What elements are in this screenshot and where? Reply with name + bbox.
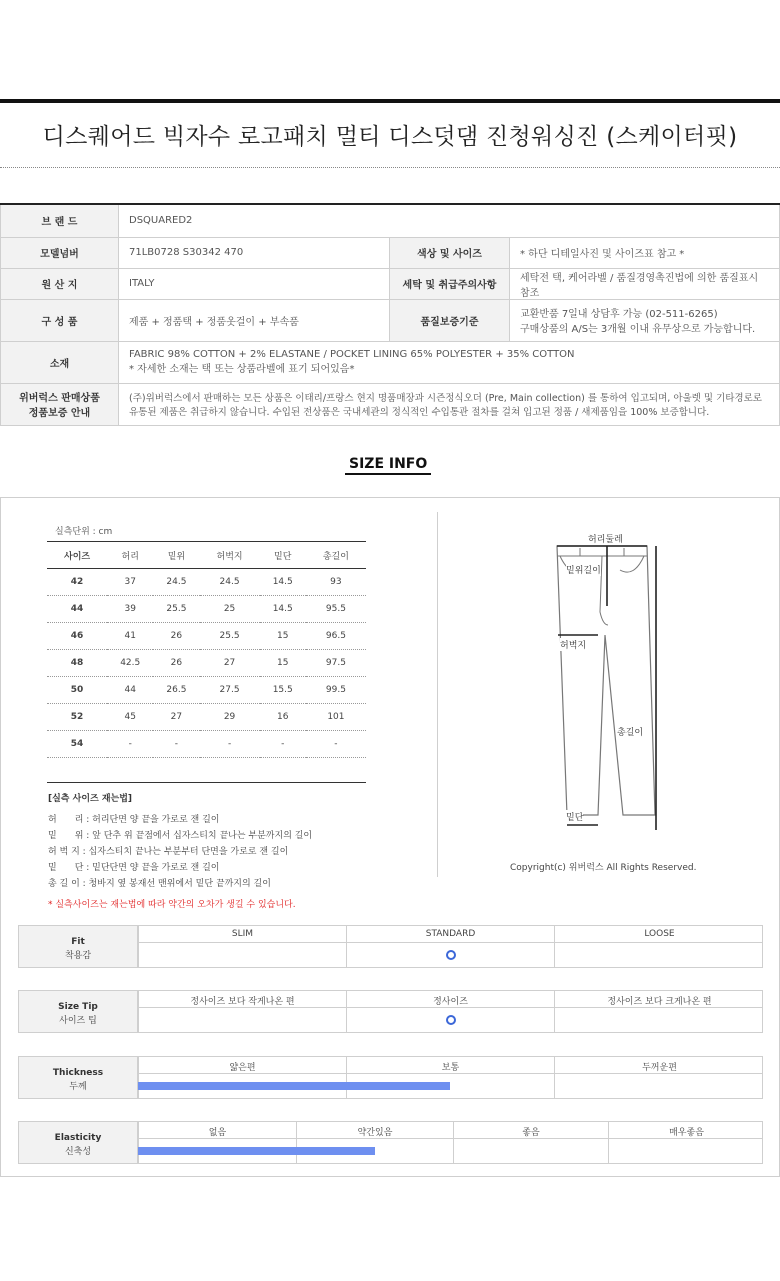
warranty-line-1: 교환반품 7일내 상담후 가능 (02-511-6265) — [520, 309, 718, 320]
warranty-line-2: 구매상품의 A/S는 3개월 이내 유무상으로 가능합니다. — [520, 324, 756, 335]
components-label: 구 성 품 — [1, 299, 119, 341]
rise-cell: 26.5 — [153, 677, 199, 704]
size-tip-option — [346, 991, 554, 1032]
waist-cell: 37 — [107, 569, 153, 596]
size-tip-option-label: 정사이즈 보다 작게나온 편 — [190, 997, 295, 1007]
fit-option-label: STANDARD — [425, 929, 476, 939]
material-label: 소재 — [1, 341, 119, 383]
thickness-label-en: Thickness — [52, 1068, 104, 1078]
care-value: 세탁전 택, 케어라벨 / 품질경영촉진법에 의한 품질표시 참조 — [510, 268, 780, 299]
length-cell: 95.5 — [306, 596, 366, 623]
size-tip-options — [138, 991, 762, 1032]
waist-cell: 39 — [107, 596, 153, 623]
table-row — [47, 677, 366, 704]
thigh-cell: 27 — [200, 650, 260, 677]
col-header: 사이즈 — [47, 542, 107, 569]
diagram-rise-label: 밑위길이 — [566, 563, 601, 576]
thickness-option-label: 두꺼운편 — [642, 1063, 677, 1073]
hem-cell: 15 — [260, 623, 306, 650]
guarantee-label — [1, 383, 119, 425]
fit-option — [138, 926, 346, 967]
howto-title: [실측 사이즈 재는법] — [48, 794, 133, 804]
thigh-cell: 25.5 — [200, 623, 260, 650]
thickness-option — [554, 1057, 764, 1098]
waist-cell: 42.5 — [107, 650, 153, 677]
guarantee-line-1: (주)위버럭스에서 판매하는 모든 상품은 이태리/프랑스 현지 명품매장과 시즌정식오더 (Pre, Main collection) 를 통하여 입고되며, 아울렛 및 기타경로로 — [129, 393, 762, 404]
size-tip-rating — [18, 990, 763, 1033]
table-row — [47, 731, 366, 758]
product-title: 디스퀘어드 빅자수 로고패치 멀티 디스덧댐 진청워싱진 (스케이터핏) — [42, 124, 738, 150]
size-tip-option — [138, 991, 346, 1032]
elasticity-option — [453, 1122, 608, 1163]
length-cell: 97.5 — [306, 650, 366, 677]
title-divider — [0, 167, 780, 168]
selected-marker-icon — [446, 1015, 456, 1025]
model-value: 71LB0728 S30342 470 — [119, 237, 390, 268]
guarantee-label-line-2: 정품보증 안내 — [28, 408, 91, 419]
howto-rise: 밑 위 : 앞 단추 위 끝점에서 십자스티치 끝나는 부분까지의 길이 — [48, 831, 313, 841]
elasticity-options — [138, 1122, 762, 1163]
size-tip-option — [554, 991, 764, 1032]
components-value: 제품 + 정품택 + 정품옷걸이 + 부속품 — [119, 299, 390, 341]
elasticity-label-en: Elasticity — [54, 1133, 102, 1143]
selected-marker-icon — [446, 950, 456, 960]
thickness-header — [19, 1057, 138, 1098]
elasticity-option-label: 좋음 — [522, 1128, 540, 1138]
model-label: 모델넘버 — [1, 237, 119, 268]
fit-option-label: LOOSE — [644, 929, 675, 939]
size-cell: 54 — [47, 731, 107, 758]
col-header: 밑위 — [153, 542, 199, 569]
length-cell: 101 — [306, 704, 366, 731]
thigh-cell: 25 — [200, 596, 260, 623]
fit-rating — [18, 925, 763, 968]
length-cell: 99.5 — [306, 677, 366, 704]
rise-cell: 26 — [153, 623, 199, 650]
table-row — [47, 596, 366, 623]
care-label: 세탁 및 취급주의사항 — [390, 268, 510, 299]
col-header: 밑단 — [260, 542, 306, 569]
rise-cell: - — [153, 731, 199, 758]
table-row — [47, 569, 366, 596]
howto-hem: 밑 단 : 밑단단면 양 끝을 가로로 잰 길이 — [48, 863, 220, 873]
top-divider — [0, 99, 780, 103]
col-header: 총길이 — [306, 542, 366, 569]
hem-cell: - — [260, 731, 306, 758]
waist-cell: 44 — [107, 677, 153, 704]
elasticity-rating — [18, 1121, 763, 1164]
thigh-cell: 27.5 — [200, 677, 260, 704]
brand-value: DSQUARED2 — [119, 204, 780, 237]
size-table-header — [47, 542, 366, 569]
measure-unit: 실측단위 : cm — [55, 527, 113, 537]
size-box-divider — [437, 512, 438, 877]
size-tip-label-ko: 사이즈 팁 — [59, 1016, 97, 1026]
guarantee-line-2: 유통된 제품은 취급하지 않습니다. 수입된 전상품은 국내세관의 정식적인 수입통관 절차를 걸쳐 입고된 정품 / 새제품임을 100% 보증합니다. — [129, 407, 710, 418]
origin-label: 원 산 지 — [1, 268, 119, 299]
length-cell: 93 — [306, 569, 366, 596]
guarantee-label-line-1: 위버럭스 판매상품 — [19, 393, 100, 404]
thickness-options — [138, 1057, 762, 1098]
hem-cell: 15.5 — [260, 677, 306, 704]
howto-length: 총 길 이 : 청바지 옆 봉재선 맨위에서 밑단 끝까지의 길이 — [48, 879, 271, 889]
fit-header — [19, 926, 138, 967]
waist-cell: 41 — [107, 623, 153, 650]
diagram-hem-label: 밑단 — [566, 810, 583, 823]
thickness-label-ko: 두께 — [69, 1082, 87, 1092]
origin-value: ITALY — [119, 268, 390, 299]
table-row — [47, 704, 366, 731]
fit-options — [138, 926, 762, 967]
fit-option — [554, 926, 764, 967]
size-info-heading: SIZE INFO — [345, 456, 431, 475]
elasticity-header — [19, 1122, 138, 1163]
fit-option — [346, 926, 554, 967]
jeans-diagram — [540, 530, 680, 840]
diagram-length-label: 총길이 — [617, 725, 643, 738]
rise-cell: 24.5 — [153, 569, 199, 596]
thickness-option — [346, 1057, 554, 1098]
fit-option-label: SLIM — [231, 929, 254, 939]
rise-cell: 27 — [153, 704, 199, 731]
color-size-label: 색상 및 사이즈 — [390, 237, 510, 268]
product-info-table — [0, 203, 780, 426]
size-cell: 44 — [47, 596, 107, 623]
size-tip-header — [19, 991, 138, 1032]
size-cell: 42 — [47, 569, 107, 596]
thickness-option-label: 보통 — [441, 1063, 460, 1073]
hem-cell: 14.5 — [260, 569, 306, 596]
elasticity-label-ko: 신축성 — [64, 1147, 92, 1157]
howto-thigh: 허 벅 지 : 십자스티치 끝나는 부분부터 단면을 가로로 잰 길이 — [48, 847, 289, 857]
color-size-value: * 하단 디테일사진 및 사이즈표 참고 * — [510, 237, 780, 268]
thigh-cell: 29 — [200, 704, 260, 731]
hem-cell: 16 — [260, 704, 306, 731]
elasticity-option — [296, 1122, 453, 1163]
hem-cell: 15 — [260, 650, 306, 677]
size-table — [47, 541, 366, 758]
rise-cell: 25.5 — [153, 596, 199, 623]
thickness-option-label: 얇은편 — [229, 1063, 256, 1073]
col-header: 허벅지 — [200, 542, 260, 569]
size-tip-label-en: Size Tip — [58, 1002, 98, 1012]
thickness-rating — [18, 1056, 763, 1099]
col-header: 허리 — [107, 542, 153, 569]
rise-cell: 26 — [153, 650, 199, 677]
length-cell: - — [306, 731, 366, 758]
table-row — [47, 623, 366, 650]
measurement-warning: * 실측사이즈는 재는법에 따라 약간의 오차가 생길 수 있습니다. — [48, 900, 296, 910]
size-cell: 48 — [47, 650, 107, 677]
hem-cell: 14.5 — [260, 596, 306, 623]
diagram-thigh-label: 허벅지 — [560, 638, 586, 651]
elasticity-option-label: 없음 — [208, 1128, 227, 1138]
thickness-option — [138, 1057, 346, 1098]
size-table-bottom-rule — [47, 782, 366, 783]
thickness-level-bar — [138, 1082, 450, 1090]
diagram-waist-label: 허리둘레 — [588, 532, 623, 545]
howto-waist: 허 리 : 허리단면 양 끝을 가로로 잰 길이 — [48, 815, 220, 825]
thigh-cell: - — [200, 731, 260, 758]
size-tip-option-label: 정사이즈 보다 크게나온 편 — [607, 997, 712, 1007]
elasticity-option — [608, 1122, 764, 1163]
table-row — [47, 650, 366, 677]
guarantee-value — [119, 383, 780, 425]
size-cell: 46 — [47, 623, 107, 650]
material-line-2: * 자세한 소재는 택 또는 상품라벨에 표기 되어있음* — [129, 364, 355, 375]
warranty-value — [510, 299, 780, 341]
size-cell: 52 — [47, 704, 107, 731]
material-line-1: FABRIC 98% COTTON + 2% ELASTANE / POCKET LINING 65% POLYESTER + 35% COTTON — [129, 349, 575, 360]
thigh-cell: 24.5 — [200, 569, 260, 596]
fit-label-en: Fit — [71, 937, 85, 947]
material-value — [119, 341, 780, 383]
waist-cell: - — [107, 731, 153, 758]
brand-label: 브 랜 드 — [1, 204, 119, 237]
warranty-label: 품질보증기준 — [390, 299, 510, 341]
elasticity-option — [138, 1122, 296, 1163]
size-tip-option-label: 정사이즈 — [433, 997, 468, 1007]
elasticity-option-label: 매우좋음 — [669, 1128, 704, 1138]
elasticity-level-bar — [138, 1147, 375, 1155]
elasticity-option-label: 약간있음 — [357, 1128, 393, 1138]
copyright: Copyright(c) 위버럭스 All Rights Reserved. — [510, 863, 697, 873]
fit-label-ko: 착용감 — [64, 951, 92, 961]
waist-cell: 45 — [107, 704, 153, 731]
size-cell: 50 — [47, 677, 107, 704]
length-cell: 96.5 — [306, 623, 366, 650]
